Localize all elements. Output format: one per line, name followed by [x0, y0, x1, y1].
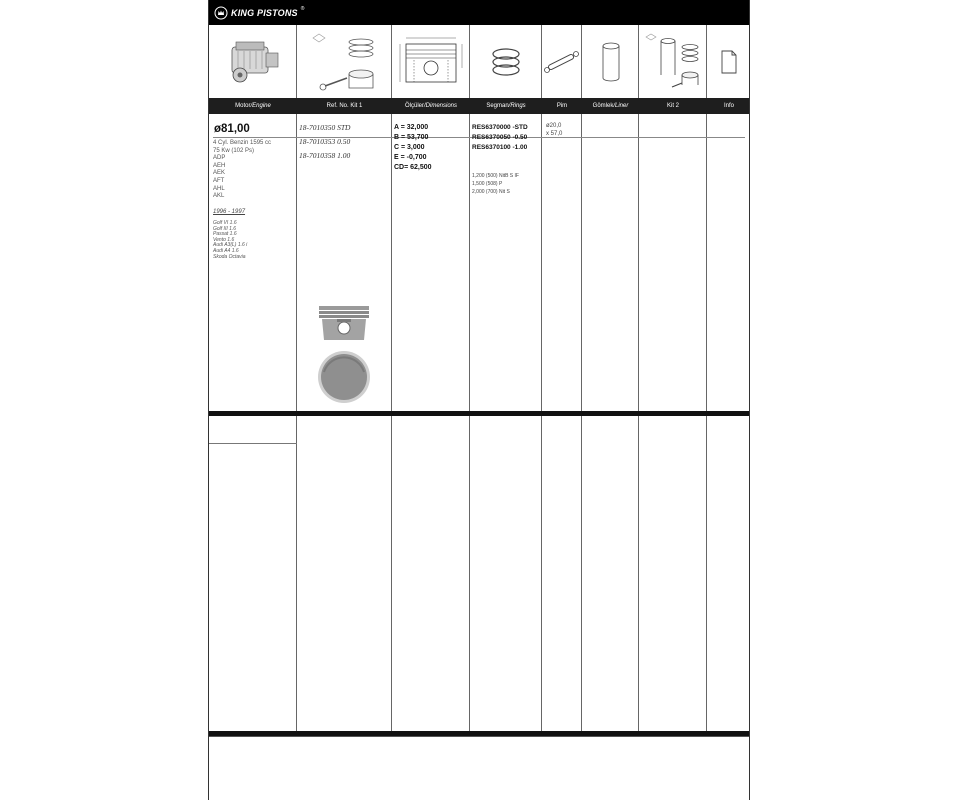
dimension-e: E = -0,700 [394, 154, 427, 161]
header-info: Info [723, 103, 734, 109]
piston-rings-icon [470, 25, 542, 98]
header-pin: Pim [556, 103, 568, 109]
dimension-cd: CD= 62,500 [394, 164, 432, 171]
vehicle-model: Audi A4 1.6 [213, 248, 239, 254]
ring-spec: 1,500 (508) P [472, 181, 503, 187]
header-rings: Segman /Rings [486, 103, 526, 109]
vehicle-model: Skoda Octavia [213, 253, 246, 260]
dimension-b: B = 53,700 [394, 134, 429, 141]
column-header-row [209, 98, 749, 114]
ref-number: 18-7010350 STD [299, 123, 351, 132]
footer-blank [209, 736, 749, 801]
bore-diameter: ø81,00 [214, 123, 250, 135]
dimension-c: C = 3,000 [394, 144, 425, 151]
row-separator [209, 411, 749, 416]
catalog-sheet [208, 0, 750, 800]
pin-length: x 57,0 [546, 131, 563, 137]
engine-code: AEK [213, 170, 226, 177]
info-document-icon [707, 25, 751, 98]
brand-logo [214, 4, 304, 22]
engine-icon [209, 25, 297, 98]
ref-number: 18-7010358 1.00 [299, 151, 351, 160]
header-liner: Gömlek /Liner [592, 103, 629, 109]
header-motor: Motor /Engine [235, 103, 271, 109]
vehicle-model: Passat 1.6 [213, 231, 237, 238]
ring-code: RES6370050 -0.50 [472, 134, 528, 141]
engine-code: AFT [213, 178, 225, 184]
crown-icon [214, 6, 228, 20]
ring-spec: 1,200 (500) NitB S IF [472, 173, 519, 179]
engine-spec: 4 Cyl. Benzin 1595 cc [213, 140, 272, 146]
vehicle-model: Golf VI 1.6 [213, 220, 237, 226]
ring-code: RES6370100 -1.00 [472, 144, 528, 151]
cylinder-liner-icon [582, 25, 639, 98]
ref-number: 18-7010353 0.50 [299, 137, 351, 146]
engine-code: AEH [213, 162, 226, 169]
brand-name: KING PISTONS [231, 8, 298, 18]
piston-pin-icon [542, 25, 582, 98]
piston-top-image [317, 350, 371, 409]
ring-spec: 2,000 (700) Nit S [472, 189, 510, 195]
top-bar [209, 0, 749, 25]
ring-code: RES6370000 -STD [472, 124, 528, 131]
engine-code: AKL [213, 193, 225, 200]
pin-diameter: ø20,0 [546, 123, 562, 129]
full-kit-icon [639, 25, 707, 98]
motor-lower-divider [209, 443, 297, 444]
production-years: 1996 - 1997 [213, 209, 246, 215]
engine-power: 75 Kw (102 Ps) [213, 147, 255, 154]
engine-code: ADP [213, 155, 226, 162]
dimensions-diagram-icon [392, 25, 470, 98]
piston-kit-icon [297, 25, 392, 98]
header-dims: Ölçüler /Dimensions [404, 103, 458, 109]
vehicle-model: Golf III 1.6 [213, 225, 237, 232]
vehicle-model: Vento 1.6 [213, 236, 235, 243]
brand-tm: ® [300, 6, 305, 12]
dimension-a: A = 32,000 [394, 124, 429, 131]
header-ref: Ref. No. Kit 1 [326, 103, 363, 109]
vehicle-model: Audi A3(L) 1.6 i [213, 242, 248, 249]
header-kit2: Kit 2 [666, 103, 679, 109]
piston-side-image [317, 304, 371, 347]
engine-code: AHL [213, 185, 225, 192]
